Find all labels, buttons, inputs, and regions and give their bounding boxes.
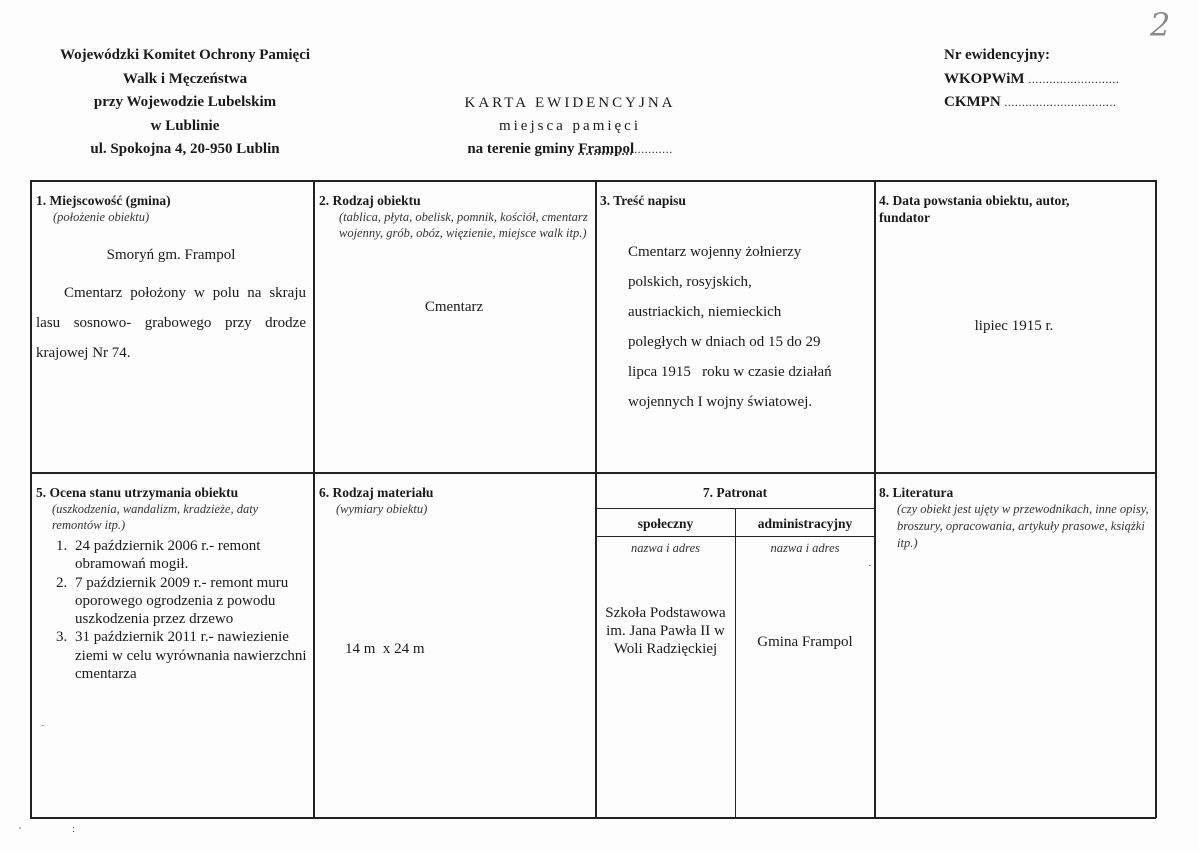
table-top-border: [30, 180, 1156, 182]
literature-title: 8. Literatura: [879, 485, 954, 500]
gmina-value: Frampol: [578, 141, 635, 157]
inscription-line-4: poległych w dniach od 15 do 29: [628, 334, 821, 350]
committee-line-3: przy Wojewodzie Lubelskim: [93, 94, 277, 110]
cell-material: [319, 484, 589, 658]
inscription-line-1: Cmentarz wojenny żołnierzy: [628, 244, 802, 260]
gmina-dots: ...........: [634, 142, 673, 156]
cell-object-type: [319, 192, 589, 316]
object-type-value: Cmentarz: [424, 299, 484, 315]
object-type-title: 2. Rodzaj obiektu: [319, 193, 421, 208]
repair-item: 1. 24 październik 2006 r.- remont obramowań mogił.: [71, 537, 308, 574]
patronat-admin-value: Gmina Frampol: [757, 634, 853, 650]
cell-condition: [36, 484, 308, 683]
committee-line-1: Wojewódzki Komitet Ochrony Pamięci: [59, 47, 311, 63]
patronat-social-value: Szkoła Podstawowa im. Jana Pawła II w Woli Radzięckiej: [605, 605, 726, 657]
card-title: KARTA EWIDENCYJNA: [464, 95, 676, 111]
repairs-list: [36, 537, 308, 683]
location-subtitle: (położenie obiektu): [53, 210, 150, 224]
gmina-label: na terenie gminy: [467, 141, 575, 157]
committee-address: [20, 44, 350, 162]
card-subtitle: miejsca pamięci: [498, 118, 642, 134]
wkop-label: WKOPWiM: [944, 70, 1025, 87]
location-description: Cmentarz położony w polu na skraju lasu sosnowo- grabowego przy drodze krajowej Nr 74.: [36, 285, 306, 361]
object-type-subtitle: (tablica, płyta, obelisk, pomnik, kościół, cmentarz wojenny, grób, obóz, więzienie, miejsce walk itp.): [339, 210, 588, 240]
wkop-line: [944, 68, 1174, 92]
repair-item: 2. 7 październik 2009 r.- remont muru oporowego ogrodzenia z powodu uszkodzenia przez drzewo: [71, 574, 308, 629]
scan-speck: :: [72, 823, 76, 835]
table-bottom-border: [30, 817, 1156, 819]
nr-label: Nr ewidencyjny:: [944, 47, 1050, 63]
committee-line-4: w Lublinie: [150, 117, 220, 134]
wkop-dots: ..........................: [1028, 71, 1120, 86]
creation-date-title: 4. Data powstania obiektu, autor, fundator: [879, 193, 1070, 225]
table-left-border: [30, 180, 32, 818]
inscription-line-6: wojennych I wojny światowej.: [628, 394, 813, 410]
condition-subtitle: (uszkodzenia, wandalizm, kradzieże, daty remontów itp.): [52, 502, 259, 532]
handwritten-page-number: 2: [1150, 6, 1171, 44]
committee-line-5: ul. Spokojna 4, 20-950 Lublin: [90, 141, 280, 157]
patronat-title: 7. Patronat: [702, 485, 768, 500]
literature-subtitle: (czy obiekt jest ujęty w przewodnikach, inne opisy, broszury, opracowania, artykuły prasowe, książki itp.): [897, 502, 1149, 550]
creation-date-value: lipiec 1915 r.: [974, 318, 1054, 334]
table-divider-3: [874, 180, 876, 818]
repair-item: 3. 31 październik 2011 r.- nawiezienie ziemi w celu wyrównania nawierzchni cmentarza: [71, 628, 308, 683]
location-title: 1. Miejscowość (gmina): [36, 193, 171, 208]
material-subtitle: (wymiary obiektu): [336, 502, 428, 516]
committee-line-2: Walk i Męczeństwa: [122, 70, 248, 87]
patronat-admin-nameaddr: nazwa i adres: [770, 541, 840, 555]
ckmpn-label: CKMPN: [944, 94, 1001, 110]
ckmpn-line: [944, 91, 1174, 115]
table-right-border: [1155, 180, 1157, 818]
cell-literature: [879, 484, 1151, 552]
scan-speck: ·: [41, 720, 45, 732]
scan-speck: ·: [868, 560, 872, 572]
material-title: 6. Rodzaj materiału: [319, 485, 434, 500]
location-place: Smoryń gm. Frampol: [106, 247, 236, 263]
condition-title: 5. Ocena stanu utrzymania obiektu: [36, 485, 239, 500]
table-middle-border: [30, 472, 1156, 474]
cell-inscription: [600, 192, 870, 417]
patronat-social-header: społeczny: [637, 516, 694, 531]
cell-location: [36, 192, 306, 368]
inscription-line-5: lipca 1915 roku w czasie działań: [628, 364, 832, 380]
inscription-line-2: polskich, rosyjskich,: [628, 274, 752, 290]
card-heading: [400, 92, 740, 161]
table-divider-1: [313, 180, 315, 818]
inscription-line-3: austriackich, niemieckich: [628, 304, 782, 320]
inscription-title: 3. Treść napisu: [600, 193, 686, 208]
patronat-admin-header: administracyjny: [757, 516, 853, 531]
cell-creation-date: [879, 192, 1149, 335]
ckmpn-dots: ................................: [1004, 95, 1117, 109]
inscription-text: [600, 237, 870, 417]
registration-block: [944, 44, 1174, 115]
material-value: 14 m x 24 m: [345, 641, 425, 657]
scan-speck: ': [19, 825, 21, 837]
patronat-social-nameaddr: nazwa i adres: [631, 541, 700, 555]
gmina-line: [400, 138, 740, 161]
